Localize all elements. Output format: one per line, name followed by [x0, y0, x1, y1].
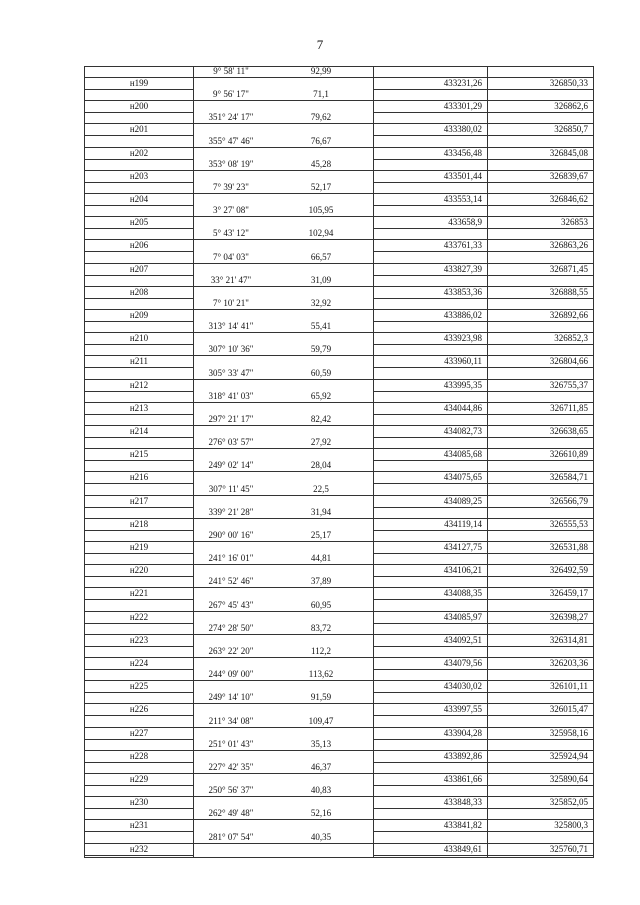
- table-cell-distance: 40,83: [310, 785, 332, 796]
- table-row-line: [84, 599, 194, 600]
- table-cell-point: н201: [129, 124, 149, 135]
- table-row-line: [84, 739, 194, 740]
- table-cell-x: 433841,82: [443, 820, 482, 831]
- table-cell-x: 434089,25: [443, 495, 482, 506]
- table-cell-angle: 262° 49' 48": [208, 808, 254, 819]
- table-row-line: [374, 344, 594, 345]
- table-row-line: [374, 367, 594, 368]
- table-cell-y: 326638,65: [549, 426, 588, 436]
- table-cell-distance: 112,2: [311, 646, 331, 656]
- table-cell-distance: 76,67: [310, 135, 332, 146]
- table-cell-y: 326846,62: [549, 194, 588, 204]
- table-cell-angle: 9° 58' 11": [213, 66, 249, 76]
- table-cell-x: 433761,33: [443, 240, 482, 251]
- page-number: 7: [316, 37, 324, 52]
- table-row-line: [84, 715, 194, 716]
- table-cell-y: 326555,53: [549, 518, 588, 529]
- table-cell-x: 433904,28: [443, 727, 482, 738]
- table-cell-x: 434082,73: [443, 426, 482, 436]
- table-row-line: [84, 159, 194, 160]
- table-row-line: [84, 483, 194, 484]
- table-cell-point: н216: [129, 472, 149, 483]
- table-cell-angle: 211° 34' 08": [208, 715, 254, 726]
- table-cell-distance: 37,89: [310, 576, 332, 587]
- table-cell-distance: 66,57: [310, 251, 332, 262]
- table-cell-x: 433501,44: [443, 170, 482, 181]
- table-cell-distance: 60,59: [310, 367, 332, 378]
- table-row-line: [84, 275, 194, 276]
- table-row-line: [84, 182, 194, 183]
- table-cell-x: 433923,98: [443, 333, 482, 344]
- table-cell-y: 325800,3: [554, 820, 588, 831]
- table-cell-x: 434119,14: [444, 518, 482, 529]
- table-cell-y: 326871,45: [549, 263, 588, 274]
- table-cell-x: 434030,02: [443, 681, 482, 692]
- table-cell-angle: 251° 01' 43": [208, 738, 254, 749]
- table-cell-angle: 244° 09' 00": [208, 669, 254, 680]
- table-row-line: [374, 623, 594, 624]
- table-row-line: [84, 623, 194, 624]
- table-cell-point: н226: [129, 704, 149, 715]
- table-row-line: [374, 135, 594, 136]
- table-cell-distance: 82,42: [310, 414, 332, 424]
- table-row-line: [84, 460, 194, 461]
- table-row-line: [374, 831, 594, 832]
- table-cell-distance: 92,99: [310, 66, 332, 76]
- table-row-line: [374, 599, 594, 600]
- table-cell-point: н210: [129, 333, 149, 344]
- table-row-line: [374, 507, 594, 508]
- table-cell-x: 433553,14: [443, 194, 482, 204]
- table-cell-distance: 32,92: [310, 298, 332, 308]
- table-cell-point: н222: [129, 611, 149, 622]
- table-cell-y: 326531,88: [549, 542, 588, 552]
- table-cell-x: 434088,35: [443, 588, 482, 599]
- table-cell-distance: 25,17: [310, 530, 332, 540]
- table-cell-point: н219: [129, 542, 149, 552]
- table-cell-y: 326459,17: [549, 588, 588, 599]
- table-row-line: [84, 298, 194, 299]
- table-cell-point: н227: [129, 727, 149, 738]
- table-cell-angle: 249° 14' 10": [208, 692, 254, 703]
- table-cell-angle: 9° 56' 17": [213, 89, 249, 100]
- table-row-line: [84, 321, 194, 322]
- table-cell-y: 325852,05: [549, 797, 588, 808]
- table-cell-point: н220: [129, 565, 149, 576]
- table-row-line: [374, 530, 594, 531]
- table-row-line: [374, 159, 594, 160]
- table-cell-y: 326850,7: [554, 124, 588, 135]
- table-cell-distance: 27,92: [310, 437, 332, 448]
- table-cell-y: 326888,55: [549, 286, 588, 297]
- table-cell-angle: 267° 45' 43": [208, 599, 254, 610]
- table-cell-angle: 307° 11' 45": [208, 483, 254, 494]
- table-row-line: [84, 762, 194, 763]
- table-row-line: [374, 321, 594, 322]
- table-cell-point: н221: [129, 588, 149, 599]
- table-row-line: [84, 228, 194, 229]
- table-row-line: [84, 808, 194, 809]
- table-cell-angle: 281° 07' 54": [208, 831, 254, 842]
- table-cell-x: 434085,97: [443, 611, 482, 622]
- table-cell-angle: 318° 41' 03": [208, 390, 254, 401]
- table-cell-y: 326203,36: [549, 658, 588, 668]
- table-cell-distance: 31,94: [310, 506, 332, 517]
- table-cell-distance: 109,47: [308, 715, 334, 726]
- table-cell-point: н214: [129, 426, 149, 436]
- table-cell-angle: 5° 43' 12": [213, 228, 249, 239]
- table-cell-y: 325958,16: [549, 727, 588, 738]
- table-cell-point: н207: [129, 263, 149, 274]
- table-cell-angle: 353° 08' 19": [208, 158, 254, 169]
- table-cell-distance: 105,95: [308, 205, 334, 216]
- table-cell-angle: 351° 24' 17": [208, 112, 254, 123]
- table-cell-distance: 65,92: [310, 390, 332, 401]
- table-cell-distance: 52,17: [310, 182, 332, 192]
- table-cell-x: 434092,51: [443, 634, 482, 645]
- table-cell-x: 434085,68: [443, 449, 482, 460]
- table-row-line: [84, 831, 194, 832]
- table-row-line: [374, 483, 594, 484]
- table-row-line: [84, 507, 194, 508]
- table-cell-point: н232: [129, 843, 149, 854]
- table-cell-x: 433997,55: [443, 704, 482, 715]
- table-row-line: [84, 530, 194, 531]
- table-cell-distance: 44,81: [310, 553, 332, 564]
- table-cell-y: 326314,81: [549, 634, 588, 645]
- table-cell-x: 434075,65: [443, 472, 482, 483]
- table-cell-angle: 33° 21' 47": [210, 274, 252, 285]
- table-cell-angle: 249° 02' 14": [208, 460, 254, 471]
- table-cell-angle: 339° 21' 28": [208, 506, 254, 517]
- table-cell-x: 433827,39: [443, 263, 482, 274]
- table-row-line: [84, 692, 194, 693]
- table-row-line: [84, 344, 194, 345]
- table-cell-x: 433456,48: [443, 147, 482, 158]
- table-row-line: [374, 855, 594, 856]
- table-row-line: [84, 437, 194, 438]
- table-cell-point: н213: [129, 402, 149, 413]
- table-row-line: [374, 275, 594, 276]
- table-cell-point: н230: [129, 797, 149, 808]
- table-cell-y: 325890,64: [549, 774, 588, 784]
- table-cell-x: 434127,75: [443, 542, 482, 552]
- table-cell-y: 326711,85: [550, 402, 588, 413]
- table-cell-angle: 7° 39' 23": [213, 182, 249, 192]
- table-cell-point: н218: [129, 518, 149, 529]
- table-cell-point: н211: [130, 356, 148, 367]
- table-cell-distance: 28,04: [310, 460, 332, 471]
- table-row-line: [374, 808, 594, 809]
- table-cell-point: н225: [129, 681, 149, 692]
- table-cell-distance: 45,28: [310, 158, 332, 169]
- table-cell-point: н229: [129, 774, 149, 784]
- table-row-line: [374, 669, 594, 670]
- table-cell-y: 326755,37: [549, 379, 588, 390]
- table-cell-point: н205: [129, 217, 149, 228]
- table-cell-angle: 7° 10' 21": [213, 298, 249, 308]
- table-row-line: [374, 437, 594, 438]
- table-row-line: [374, 298, 594, 299]
- coordinates-table: [84, 66, 594, 858]
- table-row-line: [84, 576, 194, 577]
- table-cell-x: 433960,11: [444, 356, 482, 367]
- table-cell-x: 433892,86: [443, 750, 482, 761]
- table-row-line: [374, 251, 594, 252]
- table-cell-y: 326015,47: [549, 704, 588, 715]
- table-cell-distance: 79,62: [310, 112, 332, 123]
- table-cell-distance: 40,35: [310, 831, 332, 842]
- table-row-line: [84, 251, 194, 252]
- table-cell-y: 326398,27: [549, 611, 588, 622]
- table-cell-y: 326862,6: [554, 101, 588, 112]
- table-cell-point: н203: [129, 170, 149, 181]
- table-cell-point: н208: [129, 286, 149, 297]
- table-cell-point: н209: [129, 310, 149, 320]
- table-cell-y: 326101,11: [550, 681, 588, 692]
- table-row-line: [374, 228, 594, 229]
- table-cell-point: н231: [129, 820, 149, 831]
- table-cell-distance: 113,62: [308, 669, 334, 680]
- table-row-line: [84, 112, 194, 113]
- table-cell-angle: 7° 04' 03": [213, 251, 249, 262]
- table-cell-distance: 71,1: [313, 89, 329, 100]
- table-cell-point: н224: [129, 658, 149, 668]
- table-cell-x: 434079,56: [443, 658, 482, 668]
- table-cell-point: н212: [129, 379, 149, 390]
- table-cell-y: 326804,66: [549, 356, 588, 367]
- table-cell-distance: 52,16: [310, 808, 332, 819]
- table-row-line: [374, 646, 594, 647]
- table-row-line: [374, 182, 594, 183]
- table-cell-distance: 102,94: [308, 228, 334, 239]
- table-cell-point: н223: [129, 634, 149, 645]
- table-cell-x: 433849,61: [443, 843, 482, 854]
- table-row-line: [374, 205, 594, 206]
- table-cell-point: н206: [129, 240, 149, 251]
- table-cell-x: 433231,26: [443, 78, 482, 88]
- table-cell-y: 326610,89: [549, 449, 588, 460]
- table-cell-x: 433380,02: [443, 124, 482, 135]
- table-cell-distance: 83,72: [310, 622, 332, 633]
- table-cell-angle: 313° 14' 41": [208, 321, 254, 332]
- table-row-line: [84, 367, 194, 368]
- table-row-line: [374, 576, 594, 577]
- table-cell-point: н202: [129, 147, 149, 158]
- table-cell-x: 433886,02: [443, 310, 482, 320]
- table-row-line: [84, 785, 194, 786]
- table-cell-angle: 227° 42' 35": [208, 762, 254, 772]
- table-cell-x: 434106,21: [443, 565, 482, 576]
- table-row-line: [374, 460, 594, 461]
- table-cell-angle: 276° 03' 57": [208, 437, 254, 448]
- table-cell-distance: 35,13: [310, 738, 332, 749]
- table-cell-distance: 60,95: [310, 599, 332, 610]
- table-cell-y: 326492,59: [549, 565, 588, 576]
- table-row-line: [374, 112, 594, 113]
- table-row-line: [374, 553, 594, 554]
- table-cell-distance: 55,41: [310, 321, 332, 332]
- table-cell-angle: 305° 33' 47": [208, 367, 254, 378]
- table-row-line: [374, 692, 594, 693]
- table-row-line: [84, 646, 194, 647]
- table-row-line: [84, 553, 194, 554]
- table-cell-y: 325760,71: [549, 843, 588, 854]
- table-cell-angle: 355° 47' 46": [208, 135, 254, 146]
- table-row-line: [374, 414, 594, 415]
- table-cell-x: 433853,36: [443, 286, 482, 297]
- table-cell-angle: 241° 16' 01": [208, 553, 254, 564]
- table-row-line: [374, 739, 594, 740]
- table-cell-angle: 241° 52' 46": [208, 576, 254, 587]
- table-cell-point: н199: [129, 78, 149, 88]
- table-cell-y: 326852,3: [554, 333, 588, 344]
- table-cell-y: 326853: [561, 217, 588, 228]
- table-cell-y: 326892,66: [549, 310, 588, 320]
- table-cell-point: н215: [129, 449, 149, 460]
- table-cell-y: 326566,79: [549, 495, 588, 506]
- table-cell-angle: 274° 28' 50": [208, 622, 254, 633]
- table-cell-angle: 290° 00' 16": [208, 530, 254, 540]
- table-row-line: [84, 669, 194, 670]
- table-cell-y: 326850,33: [549, 78, 588, 88]
- table-cell-angle: 3° 27' 08": [213, 205, 249, 216]
- table-cell-distance: 31,09: [310, 274, 332, 285]
- table-cell-y: 325924,94: [549, 750, 588, 761]
- table-cell-distance: 91,59: [310, 692, 332, 703]
- table-cell-angle: 307° 10' 36": [208, 344, 254, 355]
- table-row-line: [84, 855, 194, 856]
- table-cell-y: 326845,08: [549, 147, 588, 158]
- table-row-line: [84, 391, 194, 392]
- table-cell-angle: 297° 21' 17": [208, 414, 254, 424]
- table-cell-distance: 22,5: [313, 483, 329, 494]
- table-cell-distance: 59,79: [310, 344, 332, 355]
- table-row-line: [374, 391, 594, 392]
- table-cell-x: 434044,86: [443, 402, 482, 413]
- table-cell-x: 433861,66: [443, 774, 482, 784]
- table-row-line: [84, 205, 194, 206]
- table-cell-x: 433301,29: [443, 101, 482, 112]
- table-cell-distance: 46,37: [310, 762, 332, 772]
- table-row-line: [374, 762, 594, 763]
- table-row-line: [84, 89, 194, 90]
- table-row-line: [374, 715, 594, 716]
- table-cell-y: 326839,67: [549, 170, 588, 181]
- table-cell-y: 326863,26: [549, 240, 588, 251]
- table-row-line: [374, 89, 594, 90]
- table-cell-point: н217: [129, 495, 149, 506]
- table-cell-x: 433848,33: [443, 797, 482, 808]
- table-cell-point: н228: [129, 750, 149, 761]
- table-cell-point: н200: [129, 101, 149, 112]
- table-cell-y: 326584,71: [549, 472, 588, 483]
- table-row-line: [84, 414, 194, 415]
- table-cell-x: 433995,35: [443, 379, 482, 390]
- table-cell-x: 433658,9: [448, 217, 482, 228]
- table-cell-point: н204: [129, 194, 149, 204]
- table-row-line: [84, 135, 194, 136]
- table-cell-angle: 263° 22' 20": [208, 646, 254, 656]
- table-cell-angle: 250° 56' 37": [208, 785, 254, 796]
- table-row-line: [374, 785, 594, 786]
